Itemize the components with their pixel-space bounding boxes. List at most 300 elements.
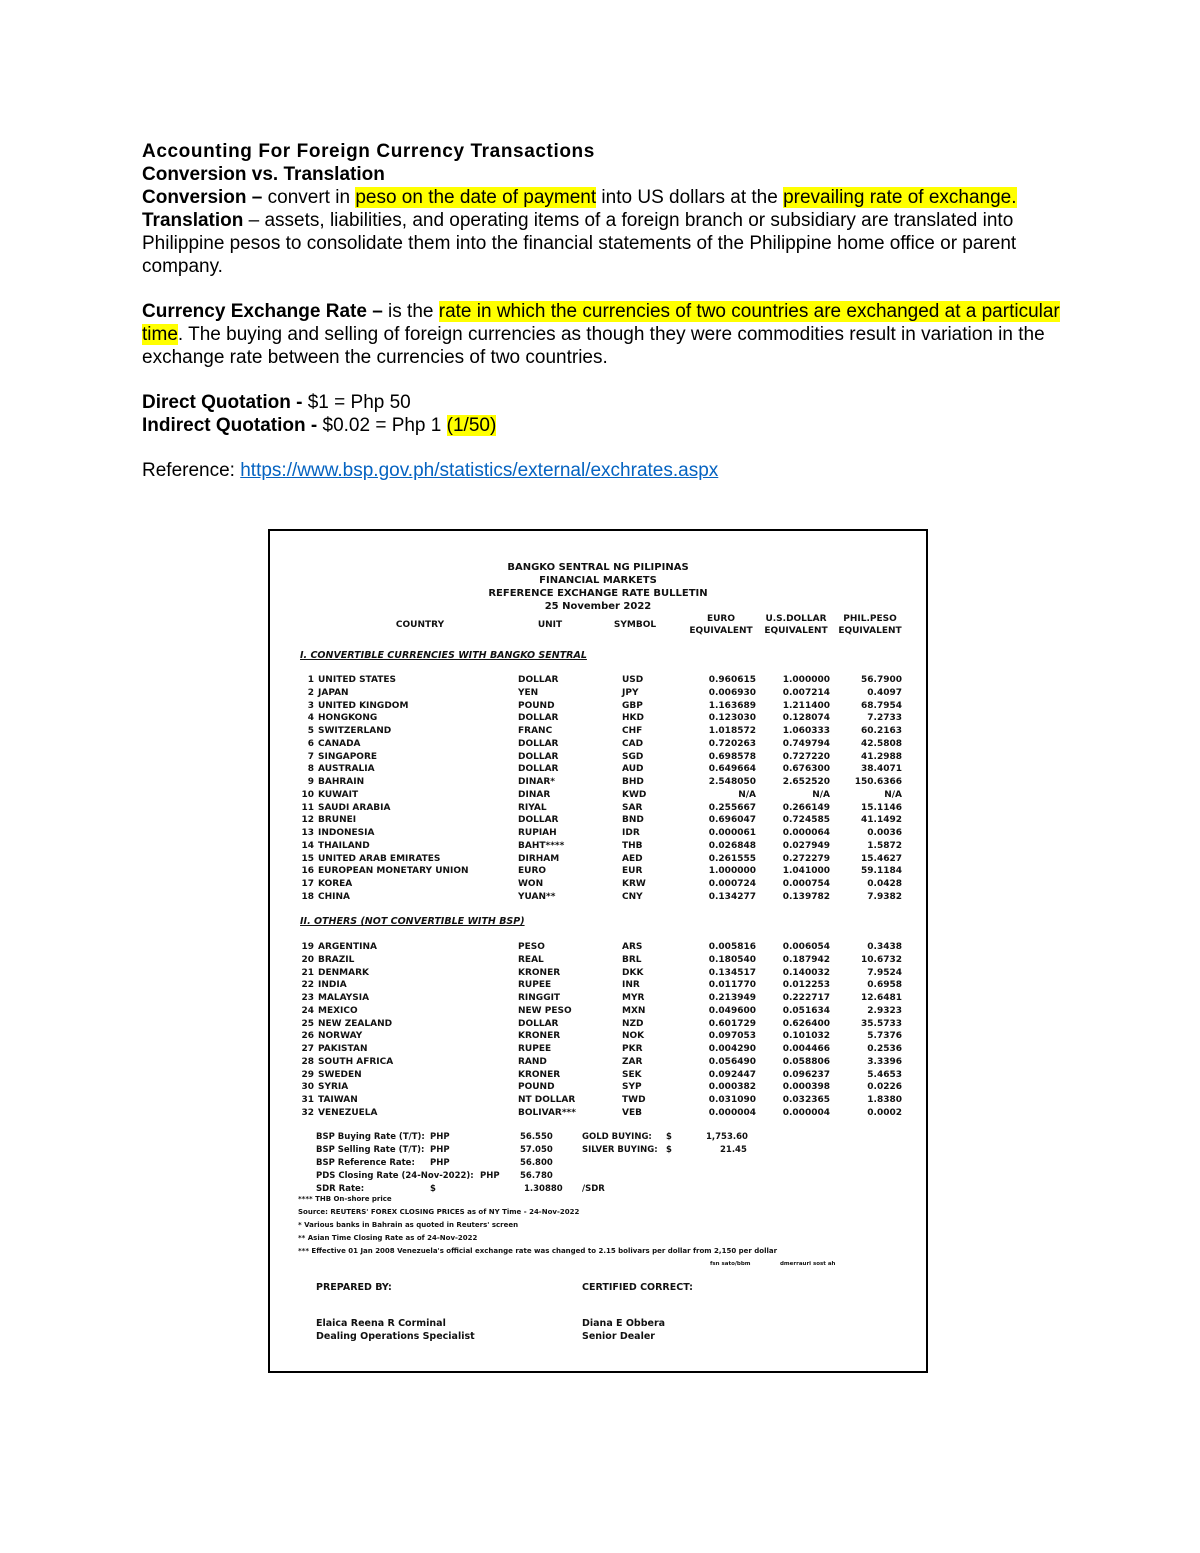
- cell-number: 22: [301, 980, 314, 991]
- cell-number: 16: [301, 866, 314, 877]
- cell-euro: 0.097053: [708, 1031, 756, 1042]
- cell-unit: POUND: [518, 1082, 555, 1093]
- cell-php: 41.2988: [861, 751, 902, 762]
- cell-unit: FRANC: [518, 726, 553, 736]
- cell-country: SWITZERLAND: [318, 726, 392, 736]
- others-row: [270, 967, 926, 980]
- cell-usd: 0.000004: [782, 1107, 830, 1118]
- cell-number: 19: [301, 942, 314, 952]
- cell-php: 7.9382: [867, 891, 902, 902]
- cell-php: 0.0226: [867, 1082, 902, 1093]
- bsp-selling-ccy: PHP: [430, 1145, 450, 1155]
- cell-euro: 0.960615: [708, 675, 756, 685]
- cell-symbol: DKK: [622, 967, 644, 978]
- cell-number: 1: [307, 675, 314, 685]
- cell-country: MALAYSIA: [318, 993, 370, 1003]
- cell-country: SOUTH AFRICA: [318, 1056, 394, 1067]
- indirect-quotation-highlight: (1/50): [446, 415, 497, 436]
- cell-number: 28: [301, 1056, 314, 1067]
- cell-country: SAUDI ARABIA: [318, 802, 391, 813]
- bulletin-header-bank: BANGKO SENTRAL NG PILIPINAS: [507, 562, 689, 573]
- cell-php: 41.1492: [861, 815, 902, 826]
- cell-symbol: KWD: [622, 789, 647, 800]
- cell-symbol: NZD: [622, 1018, 644, 1029]
- cell-usd: N/A: [812, 789, 830, 800]
- cell-usd: 0.749794: [782, 738, 830, 749]
- footer-initials-1: fsn sato/bbm: [710, 1261, 751, 1267]
- sdr-value: 1.30880: [524, 1184, 563, 1194]
- bsp-selling-label: BSP Selling Rate (T/T):: [316, 1145, 425, 1155]
- cell-usd: 0.006054: [782, 942, 830, 952]
- cell-country: UNITED ARAB EMIRATES: [318, 853, 441, 864]
- bsp-buying-label: BSP Buying Rate (T/T):: [316, 1132, 425, 1142]
- note-thb: **** THB On-shore price: [298, 1195, 392, 1203]
- cell-euro: 0.000724: [708, 879, 756, 889]
- subheading: Conversion vs. Translation: [142, 164, 385, 185]
- cell-symbol: VEB: [622, 1107, 642, 1118]
- cell-euro: 1.018572: [708, 726, 756, 736]
- cell-number: 31: [301, 1095, 314, 1105]
- cell-euro: 0.696047: [708, 815, 756, 826]
- cell-php: 60.2163: [861, 726, 902, 736]
- cell-unit: RUPIAH: [518, 828, 557, 838]
- cell-euro: 0.026848: [708, 840, 756, 851]
- conversion-text-2: into US dollars at the: [596, 187, 784, 208]
- cell-symbol: AUD: [622, 764, 644, 775]
- bulletin-header-title: REFERENCE EXCHANGE RATE BULLETIN: [488, 588, 708, 599]
- cell-unit: BAHT****: [518, 840, 565, 851]
- convertible-row: [270, 725, 926, 738]
- cell-symbol: THB: [622, 840, 643, 851]
- cell-unit: RUPEE: [518, 980, 552, 991]
- cell-unit: WON: [518, 879, 544, 889]
- others-row: [270, 1005, 926, 1018]
- cell-php: 5.4653: [867, 1069, 902, 1080]
- cell-symbol: SEK: [622, 1069, 642, 1080]
- cell-number: 15: [301, 853, 314, 864]
- certified-title: Senior Dealer: [582, 1331, 655, 1342]
- cell-php: 7.9524: [867, 967, 902, 978]
- gold-value: 1,753.60: [706, 1132, 748, 1142]
- cell-php: N/A: [884, 789, 902, 800]
- cell-euro: 0.004290: [708, 1044, 756, 1054]
- cell-symbol: CHF: [622, 726, 643, 736]
- cell-country: CHINA: [318, 891, 350, 902]
- cell-symbol: GBP: [622, 700, 643, 711]
- certified-correct-label: CERTIFIED CORRECT:: [582, 1282, 693, 1293]
- reference-label: Reference:: [142, 460, 241, 481]
- cell-usd: 0.000754: [782, 879, 830, 889]
- col-usd: [760, 613, 832, 637]
- cell-usd: 0.139782: [782, 891, 830, 902]
- cell-php: 56.7900: [861, 675, 902, 685]
- cell-number: 17: [301, 879, 314, 889]
- cell-country: UNITED STATES: [318, 675, 397, 685]
- cell-usd: 0.012253: [782, 980, 830, 991]
- cell-number: 23: [301, 993, 314, 1003]
- note-venezuela: *** Effective 01 Jan 2008 Venezuela's official exchange rate was changed to 2.15 bolivars per dollar from 2,150 per dollar: [298, 1247, 778, 1255]
- cell-php: 42.5808: [861, 738, 902, 749]
- col-usd-line1: U.S.DOLLAR: [765, 614, 827, 624]
- translation-term: Translation: [142, 210, 244, 231]
- cell-number: 21: [301, 967, 314, 978]
- prepared-name: Elaica Reena R Corminal: [316, 1318, 446, 1329]
- cell-usd: 0.676300: [782, 764, 830, 775]
- cell-usd: 0.058806: [782, 1056, 830, 1067]
- col-symbol: SYMBOL: [613, 620, 657, 630]
- others-row: [270, 992, 926, 1005]
- convertible-row: [270, 802, 926, 815]
- cell-usd: 0.272279: [782, 853, 830, 864]
- cell-usd: 0.096237: [782, 1069, 830, 1080]
- cell-symbol: EUR: [622, 866, 643, 877]
- convertible-row: [270, 878, 926, 891]
- convertible-row: [270, 700, 926, 713]
- cell-symbol: BND: [622, 815, 644, 826]
- cell-php: 0.0428: [867, 879, 902, 889]
- cell-unit: DOLLAR: [518, 751, 559, 762]
- cell-country: SINGAPORE: [318, 751, 378, 762]
- cell-number: 20: [301, 954, 314, 965]
- cell-php: 7.2733: [867, 713, 902, 724]
- document-title: Accounting For Foreign Currency Transactions: [142, 141, 595, 162]
- convertible-row: [270, 738, 926, 751]
- cell-symbol: JPY: [622, 687, 639, 698]
- reference-link[interactable]: https://www.bsp.gov.ph/statistics/external/exchrates.aspx: [240, 460, 719, 481]
- cell-symbol: BRL: [622, 954, 642, 965]
- bulletin-header-date: 25 November 2022: [544, 601, 652, 612]
- cell-php: 0.2536: [867, 1044, 902, 1054]
- cell-unit: RIYAL: [518, 802, 547, 813]
- reference-line: [142, 459, 1062, 482]
- cell-usd: 0.000398: [782, 1082, 830, 1093]
- bsp-selling-value: 57.050: [520, 1145, 553, 1155]
- col-euro-line1: EURO: [706, 614, 736, 624]
- prepared-title: Dealing Operations Specialist: [316, 1331, 475, 1342]
- cell-unit: YUAN**: [518, 891, 556, 902]
- cell-country: INDIA: [318, 980, 347, 991]
- cell-usd: 0.007214: [782, 687, 830, 698]
- cell-usd: 0.051634: [782, 1005, 830, 1016]
- exchange-rate-bulletin-image: [268, 529, 928, 1373]
- cell-unit: DINAR*: [518, 777, 555, 787]
- cell-number: 11: [301, 802, 314, 813]
- cell-euro: N/A: [738, 789, 756, 800]
- certified-name: Diana E Obbera: [582, 1318, 666, 1329]
- bsp-reference-value: 56.800: [520, 1158, 553, 1168]
- others-row: [270, 1043, 926, 1056]
- cell-php: 2.9323: [867, 1005, 902, 1016]
- cell-country: BRUNEI: [318, 815, 357, 826]
- cell-country: KOREA: [318, 879, 353, 889]
- cell-euro: 0.123030: [708, 713, 756, 724]
- cell-country: TAIWAN: [318, 1095, 358, 1105]
- cell-unit: DOLLAR: [518, 815, 559, 826]
- cell-symbol: SGD: [622, 751, 644, 762]
- conversion-highlight-2: prevailing rate of exchange.: [783, 187, 1017, 208]
- cell-number: 12: [301, 815, 314, 826]
- cell-country: THAILAND: [318, 840, 370, 851]
- cell-usd: 0.187942: [782, 954, 830, 965]
- cell-usd: 1.000000: [782, 675, 830, 685]
- cell-symbol: NOK: [622, 1031, 645, 1042]
- direct-quotation-term: Direct Quotation -: [142, 392, 303, 413]
- cell-number: 6: [307, 738, 314, 749]
- col-php: [834, 613, 906, 637]
- cell-symbol: AED: [622, 853, 643, 864]
- cell-euro: 0.000004: [708, 1107, 756, 1118]
- cell-number: 9: [307, 777, 314, 787]
- col-php-line1: PHIL.PESO: [843, 614, 897, 624]
- silver-value: 21.45: [720, 1145, 747, 1155]
- cell-country: DENMARK: [318, 967, 369, 978]
- cell-number: 7: [307, 751, 314, 762]
- col-euro-line2: EQUIVALENT: [689, 626, 753, 636]
- cell-country: PAKISTAN: [318, 1044, 368, 1054]
- cell-country: INDONESIA: [318, 828, 375, 838]
- cell-symbol: INR: [622, 980, 640, 991]
- cell-symbol: CNY: [622, 891, 643, 902]
- cell-usd: 0.032365: [782, 1095, 830, 1105]
- cell-symbol: MXN: [622, 1005, 646, 1016]
- cell-php: 38.4071: [861, 764, 902, 775]
- others-row: [270, 1030, 926, 1043]
- cell-usd: 2.652520: [782, 777, 830, 787]
- cell-number: 2: [307, 687, 314, 698]
- exchange-rate-term: Currency Exchange Rate –: [142, 301, 383, 322]
- cell-unit: PESO: [518, 942, 545, 952]
- convertible-row: [270, 853, 926, 866]
- cell-number: 27: [301, 1044, 314, 1054]
- cell-unit: KRONER: [518, 967, 561, 978]
- cell-symbol: ARS: [622, 942, 643, 952]
- bsp-buying-value: 56.550: [520, 1132, 553, 1142]
- cell-usd: 0.626400: [782, 1018, 830, 1029]
- cell-php: 10.6732: [861, 954, 902, 965]
- cell-number: 13: [301, 828, 314, 838]
- cell-euro: 0.000061: [708, 828, 756, 838]
- col-unit: UNIT: [537, 620, 563, 630]
- gold-label: GOLD BUYING:: [582, 1132, 652, 1142]
- others-row: [270, 979, 926, 992]
- others-row: [270, 1081, 926, 1094]
- cell-number: 32: [301, 1107, 314, 1118]
- sdr-ccy: $: [430, 1184, 436, 1194]
- cell-euro: 0.011770: [708, 980, 756, 991]
- indirect-quotation: [142, 414, 1062, 437]
- cell-unit: YEN: [518, 687, 539, 698]
- cell-euro: 0.698578: [708, 751, 756, 762]
- cell-euro: 0.006930: [708, 687, 756, 698]
- translation-text: – assets, liabilities, and operating items of a foreign branch or subsidiary are translated into Philippine pesos to consolidate them into the financial statements of the Philippine home office or parent company.: [142, 210, 1017, 277]
- col-php-line2: EQUIVALENT: [838, 626, 902, 636]
- cell-symbol: ZAR: [622, 1056, 643, 1067]
- cell-unit: DINAR: [518, 789, 551, 800]
- cell-country: AUSTRALIA: [318, 764, 375, 775]
- others-row: [270, 1056, 926, 1069]
- cell-php: 0.0002: [867, 1107, 902, 1118]
- silver-ccy: $: [666, 1145, 672, 1155]
- cell-unit: DOLLAR: [518, 738, 559, 749]
- cell-symbol: IDR: [622, 828, 640, 838]
- cell-usd: 0.727220: [782, 751, 830, 762]
- cell-php: 15.1146: [861, 802, 902, 813]
- cell-number: 14: [301, 840, 314, 851]
- cell-unit: DOLLAR: [518, 713, 559, 724]
- cell-euro: 0.056490: [708, 1056, 756, 1067]
- bsp-reference-label: BSP Reference Rate:: [316, 1158, 415, 1168]
- col-usd-line2: EQUIVALENT: [764, 626, 828, 636]
- cell-usd: 0.724585: [782, 815, 830, 826]
- note-bahrain: * Various banks in Bahrain as quoted in Reuters' screen: [298, 1221, 519, 1229]
- bulletin-header-dept: FINANCIAL MARKETS: [539, 575, 657, 586]
- cell-country: BRAZIL: [318, 954, 355, 965]
- cell-php: 150.6366: [854, 777, 902, 787]
- cell-php: 0.3438: [867, 942, 902, 952]
- cell-euro: 1.163689: [708, 700, 756, 711]
- cell-symbol: BHD: [622, 777, 644, 787]
- cell-number: 26: [301, 1031, 314, 1042]
- indirect-quotation-term: Indirect Quotation -: [142, 415, 318, 436]
- cell-unit: DOLLAR: [518, 675, 559, 685]
- cell-php: 0.0036: [867, 828, 902, 838]
- convertible-row: [270, 865, 926, 878]
- cell-php: 12.6481: [861, 993, 902, 1003]
- convertible-row: [270, 891, 926, 904]
- direct-quotation: [142, 391, 1062, 414]
- pds-closing-label: PDS Closing Rate (24-Nov-2022):: [316, 1171, 474, 1181]
- cell-php: 0.6958: [867, 980, 902, 991]
- cell-euro: 0.255667: [708, 802, 756, 813]
- cell-euro: 0.261555: [708, 853, 756, 864]
- cell-usd: 1.041000: [782, 866, 830, 877]
- cell-unit: EURO: [518, 866, 547, 877]
- note-asian-close: ** Asian Time Closing Rate as of 24-Nov-2022: [298, 1234, 478, 1242]
- cell-country: KUWAIT: [318, 789, 359, 800]
- cell-unit: RUPEE: [518, 1044, 552, 1054]
- section-others: II. OTHERS (NOT CONVERTIBLE WITH BSP): [300, 916, 525, 927]
- cell-country: CANADA: [318, 738, 361, 749]
- silver-label: SILVER BUYING:: [582, 1145, 658, 1155]
- others-row: [270, 941, 926, 954]
- cell-unit: DOLLAR: [518, 1018, 559, 1029]
- cell-usd: 0.000064: [782, 828, 830, 838]
- cell-euro: 0.000382: [708, 1082, 756, 1093]
- convertible-row: [270, 814, 926, 827]
- bsp-reference-ccy: PHP: [430, 1158, 450, 1168]
- cell-number: 30: [301, 1082, 314, 1093]
- cell-euro: 0.092447: [708, 1069, 756, 1080]
- convertible-row: [270, 763, 926, 776]
- cell-symbol: CAD: [622, 738, 644, 749]
- footer-initials-2: dmerrauri sost ah: [780, 1261, 836, 1267]
- cell-number: 18: [301, 891, 314, 902]
- cell-php: 68.7954: [861, 700, 902, 711]
- others-row: [270, 1018, 926, 1031]
- translation-paragraph: [142, 209, 1062, 278]
- cell-country: UNITED KINGDOM: [318, 700, 409, 711]
- direct-quotation-value: $1 = Php 50: [302, 392, 411, 413]
- others-row: [270, 1107, 926, 1120]
- cell-php: 0.4097: [867, 687, 902, 698]
- cell-country: HONGKONG: [318, 713, 378, 724]
- cell-country: BAHRAIN: [318, 777, 365, 787]
- gold-ccy: $: [666, 1132, 672, 1142]
- cell-php: 1.5872: [867, 840, 902, 851]
- convertible-row: [270, 751, 926, 764]
- cell-country: NORWAY: [318, 1031, 363, 1042]
- cell-unit: DOLLAR: [518, 764, 559, 775]
- convertible-row: [270, 827, 926, 840]
- bsp-buying-ccy: PHP: [430, 1132, 450, 1142]
- convertible-row: [270, 674, 926, 687]
- cell-php: 5.7376: [867, 1031, 902, 1042]
- others-row: [270, 1069, 926, 1082]
- cell-usd: 0.266149: [782, 802, 830, 813]
- cell-country: MEXICO: [318, 1005, 358, 1016]
- convertible-row: [270, 687, 926, 700]
- cell-symbol: KRW: [622, 879, 646, 889]
- cell-number: 10: [301, 789, 314, 800]
- cell-unit: RAND: [518, 1056, 547, 1067]
- cell-country: VENEZUELA: [318, 1107, 378, 1118]
- conversion-highlight-1: peso on the date of payment: [355, 187, 597, 208]
- cell-unit: REAL: [518, 954, 544, 965]
- cell-number: 5: [307, 726, 314, 736]
- document-body: [142, 140, 1062, 482]
- cell-usd: 0.140032: [782, 967, 830, 978]
- cell-number: 25: [301, 1018, 314, 1029]
- exchange-rate-paragraph: [142, 300, 1062, 369]
- sdr-label: SDR Rate:: [316, 1184, 365, 1194]
- cell-euro: 0.601729: [708, 1018, 756, 1029]
- cell-usd: 0.004466: [782, 1044, 830, 1054]
- exchange-rate-highlight: rate in which the currencies of two countries are exchanged at a particular time: [142, 301, 1060, 345]
- cell-unit: DIRHAM: [518, 853, 560, 864]
- cell-unit: KRONER: [518, 1069, 561, 1080]
- others-row: [270, 1094, 926, 1107]
- cell-usd: 0.101032: [782, 1031, 830, 1042]
- col-country: COUNTRY: [395, 620, 445, 630]
- cell-symbol: TWD: [622, 1095, 646, 1105]
- section-convertible: I. CONVERTIBLE CURRENCIES WITH BANGKO SENTRAL: [300, 650, 587, 661]
- cell-euro: 0.049600: [708, 1005, 756, 1016]
- cell-symbol: SAR: [622, 802, 643, 813]
- cell-euro: 0.180540: [708, 954, 756, 965]
- exchange-rate-text-1: is the: [382, 301, 439, 322]
- note-source: Source: REUTERS' FOREX CLOSING PRICES as of NY Time - 24-Nov-2022: [298, 1208, 580, 1216]
- cell-euro: 0.134517: [708, 967, 756, 978]
- cell-unit: NT DOLLAR: [518, 1095, 576, 1105]
- pds-closing-ccy: PHP: [480, 1171, 500, 1181]
- cell-euro: 2.548050: [708, 777, 756, 787]
- cell-euro: 0.031090: [708, 1095, 756, 1105]
- indirect-quotation-value: $0.02 = Php 1: [317, 415, 447, 436]
- cell-unit: POUND: [518, 700, 555, 711]
- convertible-row: [270, 776, 926, 789]
- others-row: [270, 954, 926, 967]
- cell-usd: 0.222717: [782, 993, 830, 1003]
- cell-unit: NEW PESO: [518, 1005, 572, 1016]
- cell-country: JAPAN: [318, 687, 349, 698]
- pds-closing-value: 56.780: [520, 1171, 553, 1181]
- cell-symbol: PKR: [622, 1044, 643, 1054]
- exchange-rate-text-2: . The buying and selling of foreign currencies as though they were commodities result in variation in the exchange rate between the currencies of two countries.: [142, 324, 1045, 368]
- cell-php: 15.4627: [861, 853, 902, 864]
- cell-usd: 0.027949: [782, 840, 830, 851]
- cell-unit: RINGGIT: [518, 993, 561, 1003]
- cell-country: NEW ZEALAND: [318, 1018, 393, 1029]
